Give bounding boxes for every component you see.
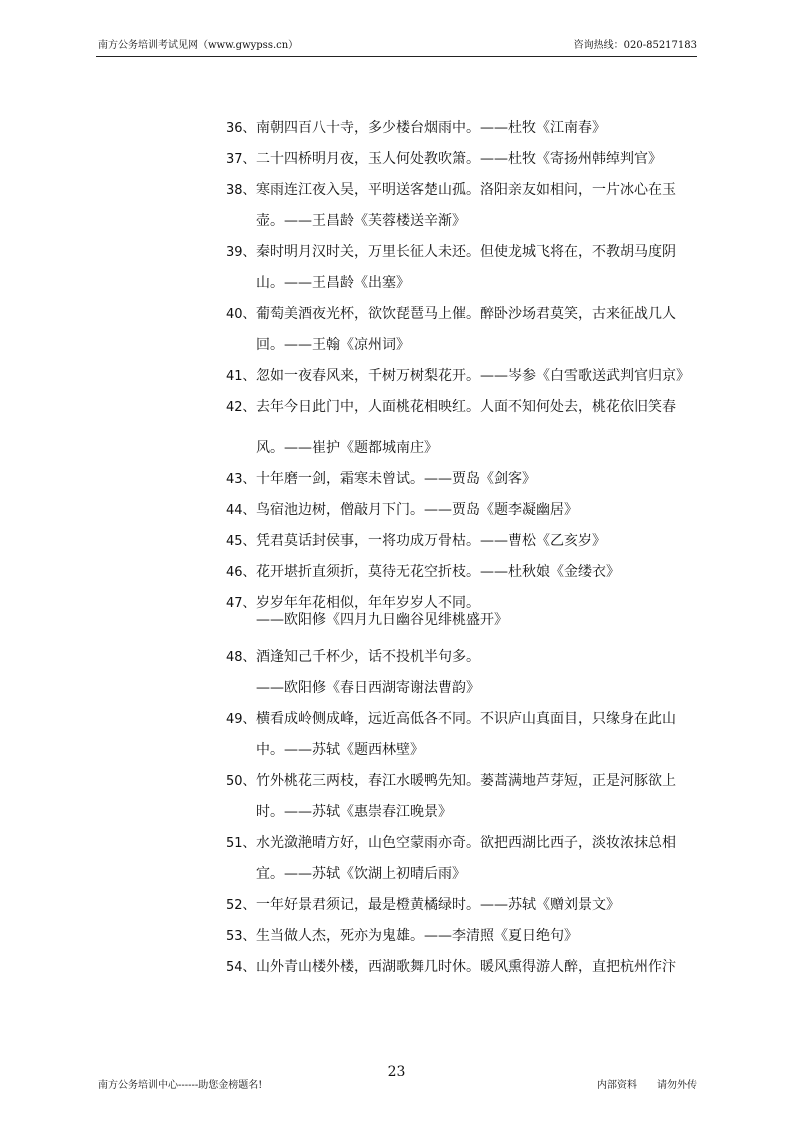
item-number: 52、 [226, 898, 256, 913]
item-number: 50、 [226, 774, 256, 789]
list-item [226, 495, 696, 526]
item-number: 40、 [226, 307, 256, 322]
item-text: 十年磨一剑，霜寒未曾试。——贾岛《剑客》 [256, 471, 536, 487]
item-text: 岁岁年年花相似，年年岁岁人不同。 [256, 595, 480, 611]
item-continuation: ——欧阳修《四月九日幽谷见绯桃盛开》 [256, 612, 508, 628]
item-continuation: 山。——王昌龄《出塞》 [256, 275, 410, 291]
item-number: 48、 [226, 650, 256, 665]
item-text: 竹外桃花三两枝，春江水暖鸭先知。蒌蒿满地芦芽短，正是河豚欲上 [256, 773, 676, 789]
item-number: 51、 [226, 836, 256, 851]
item-number: 47、 [226, 596, 256, 611]
item-text: 二十四桥明月夜，玉人何处教吹箫。——杜牧《寄扬州韩绰判官》 [256, 151, 662, 167]
item-text: 水光潋滟晴方好，山色空蒙雨亦奇。欲把西湖比西子，淡妆浓抹总相 [256, 835, 676, 851]
item-text: 生当做人杰，死亦为鬼雄。——李清照《夏日绝句》 [256, 928, 578, 944]
item-text: 去年今日此门中，人面桃花相映红。人面不知何处去，桃花依旧笑春 [256, 399, 676, 415]
list-item [226, 392, 696, 464]
item-text: 忽如一夜春风来，千树万树梨花开。——岑参《白雪歌送武判官归京》 [256, 368, 690, 384]
header-site-name: 南方公务培训考试见网（www.gwypss.cn） [98, 40, 299, 51]
list-item [226, 144, 696, 175]
item-continuation: 风。——崔护《题都城南庄》 [256, 440, 438, 456]
list-item [226, 237, 696, 299]
page-header [98, 36, 697, 52]
footer-notice [577, 1076, 697, 1091]
page-number: 23 [387, 1064, 406, 1080]
list-item [226, 557, 696, 588]
item-text: 鸟宿池边树，僧敲月下门。——贾岛《题李凝幽居》 [256, 502, 578, 518]
item-text: 凭君莫话封侯事，一将功成万骨枯。——曹松《乙亥岁》 [256, 533, 606, 549]
list-item [226, 175, 696, 237]
item-continuation: 中。——苏轼《题西林壁》 [256, 742, 424, 758]
item-number: 37、 [226, 152, 256, 167]
item-number: 53、 [226, 929, 256, 944]
item-continuation: 壶。——王昌龄《芙蓉楼送辛渐》 [256, 213, 466, 229]
list-item [226, 299, 696, 361]
item-text: 秦时明月汉时关，万里长征人未还。但使龙城飞将在，不教胡马度阴 [256, 244, 676, 260]
item-text: 一年好景君须记，最是橙黄橘绿时。——苏轼《赠刘景文》 [256, 897, 620, 913]
item-continuation: 回。——王翰《凉州词》 [256, 337, 410, 353]
item-text: 花开堪折直须折，莫待无花空折枝。——杜秋娘《金缕衣》 [256, 564, 620, 580]
item-text: 山外青山楼外楼，西湖歌舞几时休。暖风熏得游人醉，直把杭州作汴 [256, 959, 676, 975]
item-number: 39、 [226, 245, 256, 260]
list-item [226, 526, 696, 557]
item-continuation: ——欧阳修《春日西湖寄谢法曹韵》 [256, 680, 480, 696]
item-text: 南朝四百八十寺，多少楼台烟雨中。——杜牧《江南春》 [256, 120, 606, 136]
item-number: 38、 [226, 183, 256, 198]
header-hotline: 咨询热线：020-85217183 [573, 40, 697, 51]
item-continuation: 时。——苏轼《惠崇春江晚景》 [256, 804, 452, 820]
item-text: 横看成岭侧成峰，远近高低各不同。不识庐山真面目，只缘身在此山 [256, 711, 676, 727]
item-text: 酒逢知己千杯少，话不投机半句多。 [256, 649, 480, 665]
item-number: 45、 [226, 534, 256, 549]
item-number: 44、 [226, 503, 256, 518]
list-item [226, 642, 696, 704]
header-divider [96, 56, 697, 57]
list-item [226, 766, 696, 828]
item-continuation: 宜。——苏轼《饮湖上初晴后雨》 [256, 866, 466, 882]
list-item [226, 890, 696, 921]
item-number: 54、 [226, 960, 256, 975]
list-item [226, 704, 696, 766]
item-number: 49、 [226, 712, 256, 727]
item-number: 46、 [226, 565, 256, 580]
item-text: 葡萄美酒夜光杯，欲饮琵琶马上催。醉卧沙场君莫笑，古来征战几人 [256, 306, 676, 322]
list-item [226, 921, 696, 952]
item-number: 36、 [226, 121, 256, 136]
list-item [226, 952, 696, 983]
item-number: 41、 [226, 369, 256, 384]
list-item [226, 828, 696, 890]
list-item [226, 361, 696, 392]
item-number: 43、 [226, 472, 256, 487]
item-number: 42、 [226, 400, 256, 415]
list-item [226, 113, 696, 144]
poem-list [226, 113, 696, 983]
footer-no-distribute: 请勿外传 [657, 1080, 697, 1091]
footer-internal: 内部资料 [597, 1080, 637, 1091]
item-text: 寒雨连江夜入吴，平明送客楚山孤。洛阳亲友如相问，一片冰心在玉 [256, 182, 676, 198]
list-item [226, 588, 696, 629]
footer-slogan: 南方公务培训中心------助您金榜题名! [98, 1080, 263, 1091]
list-item [226, 464, 696, 495]
